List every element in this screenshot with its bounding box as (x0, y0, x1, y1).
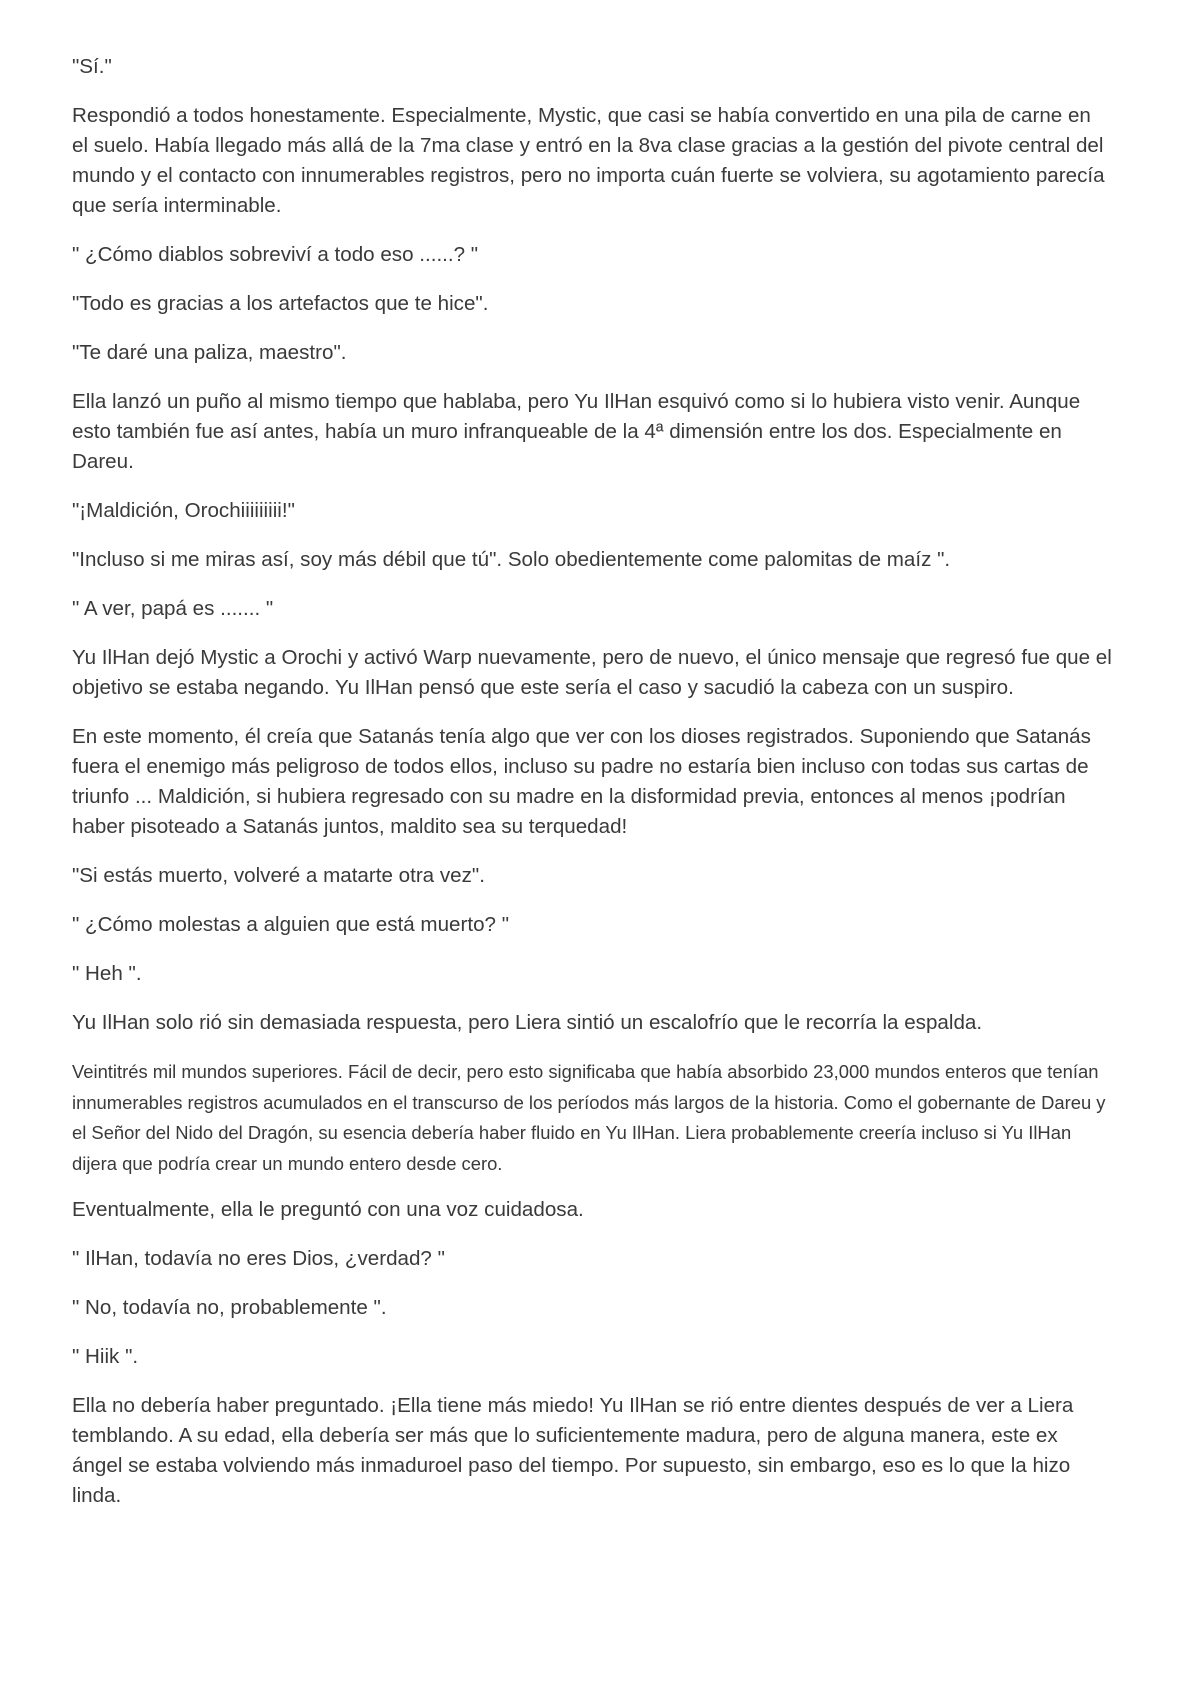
paragraph: Eventualmente, ella le preguntó con una voz cuidadosa. (72, 1198, 584, 1221)
paragraph: "¡Maldición, Orochiiiiiiiii!" (72, 499, 295, 522)
paragraph: " ¿Cómo molestas a alguien que está muerto? " (72, 913, 510, 936)
paragraph: " A ver, papá es ....... " (72, 597, 274, 620)
paragraph: Respondió a todos honestamente. Especialmente, Mystic, que casi se había convertido en una pila de carne en el suelo. Había llegado más allá de la 7ma clase y entró en la 8va clase gracias a la gestión del pivote central del mundo y el contacto con innumerables registros, pero no importa cuán fuerte se volviera, su agotamiento parecía que sería interminable. (72, 104, 1105, 217)
paragraph: "Sí." (72, 55, 112, 78)
paragraph: Ella lanzó un puño al mismo tiempo que hablaba, pero Yu IlHan esquivó como si lo hubiera visto venir. Aunque esto también fue así antes, había un muro infranqueable de la 4ª dimensión entre los dos. Especialmente en Dareu. (72, 390, 1081, 473)
paragraph: " IlHan, todavía no eres Dios, ¿verdad? " (72, 1247, 445, 1270)
paragraph: Veintitrés mil mundos superiores. Fácil de decir, pero esto significaba que había absorbido 23,000 mundos enteros que tenían innumerables registros acumulados en el transcurso de los períodos más largos de la historia. Como el gobernante de Dareu y el Señor del Nido del Dragón, su esencia debería haber fluido en Yu IlHan. Liera probablemente creería incluso si Yu IlHan dijera que podría crear un mundo entero desde cero. (72, 1061, 1106, 1174)
paragraph: " No, todavía no, probablemente ". (72, 1296, 387, 1319)
paragraph: En este momento, él creía que Satanás tenía algo que ver con los dioses registrados. Suponiendo que Satanás fuera el enemigo más peligroso de todos ellos, incluso su padre no estaría bien incluso con todas sus cartas de triunfo ... Maldición, si hubiera regresado con su madre en la disformidad previa, entonces al menos ¡podrían haber pisoteado a Satanás juntos, maldito sea su terquedad! (72, 725, 1091, 838)
paragraph: "Incluso si me miras así, soy más débil que tú". Solo obedientemente come palomitas de maíz ". (72, 548, 951, 571)
paragraph: " ¿Cómo diablos sobreviví a todo eso ......? " (72, 243, 479, 266)
paragraph: " Heh ". (72, 962, 142, 985)
paragraph: " Hiik ". (72, 1345, 139, 1368)
document-page (72, 52, 1112, 1530)
paragraph: Ella no debería haber preguntado. ¡Ella tiene más miedo! Yu IlHan se rió entre dientes después de ver a Liera temblando. A su edad, ella debería ser más que lo suficientemente madura, pero de alguna manera, este ex ángel se estaba volviendo más inmaduroel paso del tiempo. Por supuesto, sin embargo, eso es lo que la hizo linda. (72, 1394, 1074, 1507)
paragraph: "Todo es gracias a los artefactos que te hice". (72, 292, 489, 315)
paragraph: Yu IlHan dejó Mystic a Orochi y activó Warp nuevamente, pero de nuevo, el único mensaje que regresó fue que el objetivo se estaba negando. Yu IlHan pensó que este sería el caso y sacudió la cabeza con un suspiro. (72, 646, 1112, 699)
paragraph: Yu IlHan solo rió sin demasiada respuesta, pero Liera sintió un escalofrío que le recorría la espalda. (72, 1011, 983, 1034)
paragraph: "Si estás muerto, volveré a matarte otra vez". (72, 864, 485, 887)
paragraph: "Te daré una paliza, maestro". (72, 341, 347, 364)
